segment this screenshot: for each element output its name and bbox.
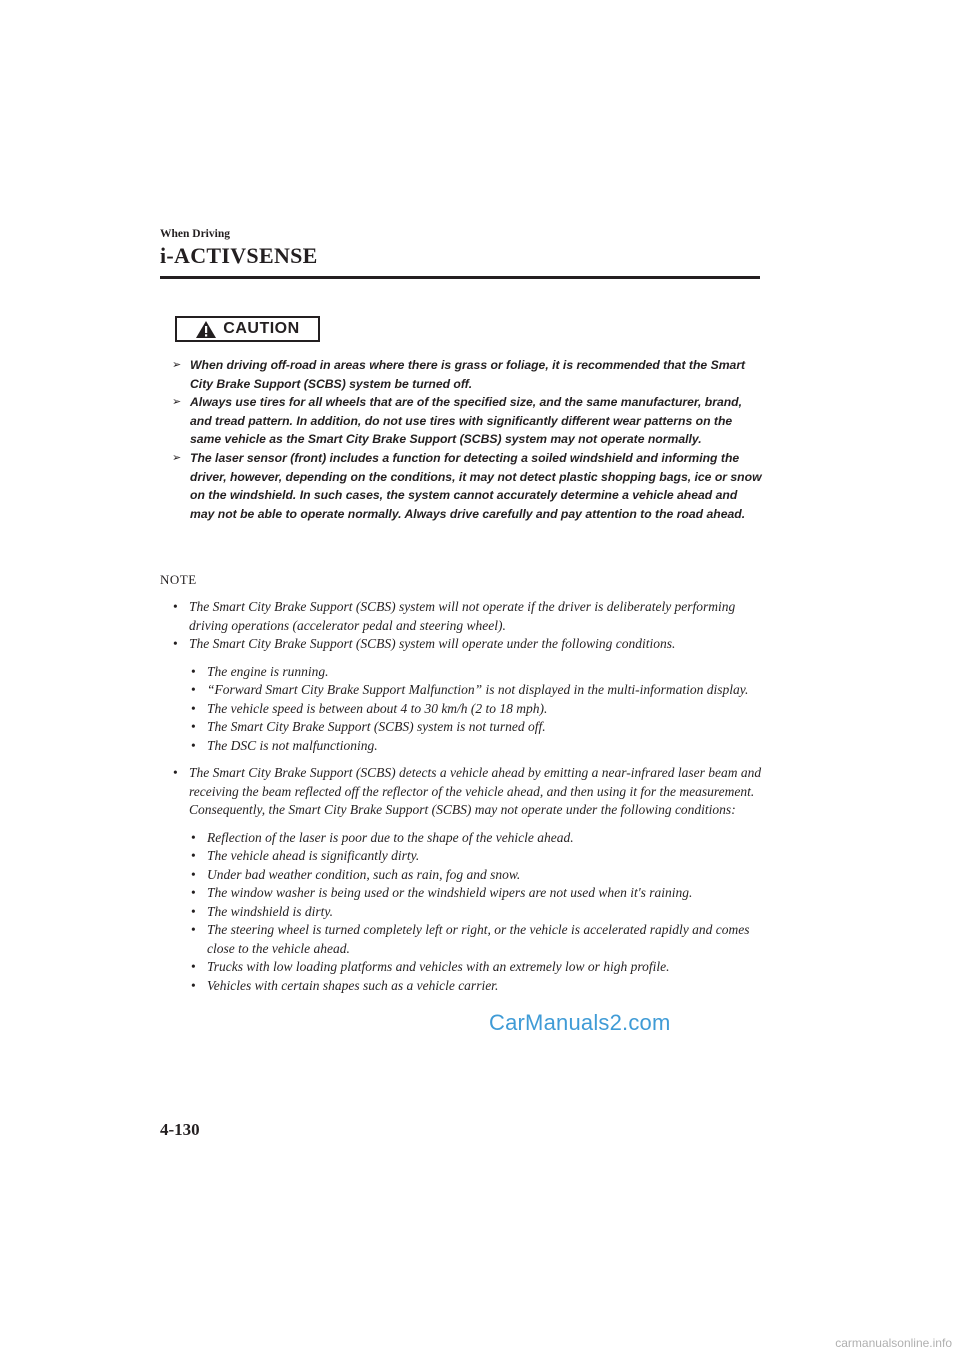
bullet-icon: • (191, 719, 196, 734)
bullet-icon: • (191, 682, 196, 697)
condition-text: The window washer is being used or the windshield wipers are not used when it's raining. (207, 885, 693, 900)
condition-text: The windshield is dirty. (207, 903, 334, 919)
note-item (172, 598, 772, 635)
condition-item (191, 718, 772, 737)
arrow-bullet-icon: ➢ (172, 451, 182, 464)
condition-text: Under bad weather condition, such as rain, fog and snow. (207, 866, 521, 882)
page-title: i-ACTIVSENSE (160, 243, 318, 268)
caution-item (172, 449, 762, 523)
condition-text: The DSC is not malfunctioning. (207, 737, 378, 753)
bullet-icon: • (191, 700, 196, 716)
caution-item-text: Always use tires for all wheels that are of the specified size, and the same manufacturer, brand, and tread pattern. In addition, do not use tires with significantly different wear patterns on the same vehicle as the Smart City Brake Support (SCBS) system may not operate normally. (190, 395, 743, 447)
source-link[interactable]: carmanualsonline.info (835, 1336, 952, 1350)
watermark-logo: CarManuals2.com (489, 1010, 671, 1035)
section-label: When Driving (160, 228, 230, 240)
condition-item (191, 829, 772, 848)
condition-item (191, 681, 772, 700)
condition-text: The vehicle speed is between about 4 to 30 km/h (2 to 18 mph). (207, 700, 548, 716)
condition-item (191, 866, 772, 885)
bullet-icon: • (191, 848, 196, 863)
condition-item (191, 847, 772, 866)
condition-item (191, 958, 772, 977)
condition-item (191, 977, 772, 996)
caution-item (172, 356, 762, 393)
note-label: NOTE (160, 572, 197, 587)
bullet-icon: • (173, 599, 178, 614)
condition-text: Reflection of the laser is poor due to the shape of the vehicle ahead. (207, 829, 574, 845)
condition-item (191, 737, 772, 756)
condition-text: The engine is running. (207, 663, 329, 679)
condition-item (191, 663, 772, 682)
condition-text: The vehicle ahead is significantly dirty. (207, 848, 420, 863)
bullet-icon: • (191, 829, 196, 845)
condition-text: Vehicles with certain shapes such as a vehicle carrier. (207, 977, 499, 993)
bullet-icon: • (191, 737, 196, 753)
caution-item (172, 393, 762, 449)
condition-text: The steering wheel is turned completely left or right, or the vehicle is accelerated rapidly and comes close to the vehicle ahead. (207, 922, 750, 956)
bullet-icon: • (191, 885, 196, 900)
bullet-icon: • (191, 866, 196, 882)
condition-item (191, 700, 772, 719)
condition-text: “Forward Smart City Brake Support Malfunction” is not displayed in the multi-information display. (207, 682, 749, 697)
arrow-bullet-icon: ➢ (172, 359, 182, 371)
caution-badge (175, 316, 320, 342)
caution-item-text: When driving off-road in areas where there is grass or foliage, it is recommended that the Smart City Brake Support (SCBS) system be turned off. (190, 358, 746, 391)
condition-item (191, 884, 772, 903)
warning-triangle-icon (195, 320, 217, 339)
bullet-icon: • (191, 903, 196, 919)
bullet-icon: • (191, 663, 196, 679)
non-operating-conditions-list (191, 829, 772, 996)
arrow-bullet-icon: ➢ (172, 396, 182, 409)
note-item (172, 635, 772, 654)
note-item-text: The Smart City Brake Support (SCBS) detects a vehicle ahead by emitting a near-infrared laser beam and receiving the beam reflected off the reflector of the vehicle ahead, and then using it for the measurement. Consequently, the Smart City Brake Support (SCBS) may not operate under the following conditions: (189, 765, 762, 817)
operating-conditions-list (191, 663, 772, 756)
note-item (172, 764, 772, 820)
note-item-text: The Smart City Brake Support (SCBS) system will not operate if the driver is deliberately performing driving operations (accelerator pedal and steering wheel). (189, 599, 736, 633)
caution-list (172, 356, 762, 523)
title-divider (160, 276, 760, 279)
bullet-icon: • (173, 765, 178, 780)
condition-text: Trucks with low loading platforms and vehicles with an extremely low or high profile. (207, 959, 670, 974)
bullet-icon: • (191, 959, 196, 974)
condition-item (191, 921, 772, 958)
condition-item (191, 903, 772, 922)
caution-label: CAUTION (223, 320, 300, 337)
note-list (172, 598, 772, 1004)
bullet-icon: • (191, 977, 196, 993)
page-number: 4-130 (160, 1120, 200, 1139)
bullet-icon: • (191, 922, 196, 937)
bullet-icon: • (173, 636, 178, 651)
condition-text: The Smart City Brake Support (SCBS) system is not turned off. (207, 719, 546, 734)
note-item-text: The Smart City Brake Support (SCBS) system will operate under the following conditions. (189, 636, 676, 651)
caution-item-text: The laser sensor (front) includes a function for detecting a soiled windshield and informing the driver, however, depending on the conditions, it may not detect plastic shopping bags, ice or snow on the windshield. In such cases, the system cannot accurately determine a vehicle ahead and may not be able to operate normally. Always drive carefully and pay attention to the road ahead. (190, 450, 762, 521)
